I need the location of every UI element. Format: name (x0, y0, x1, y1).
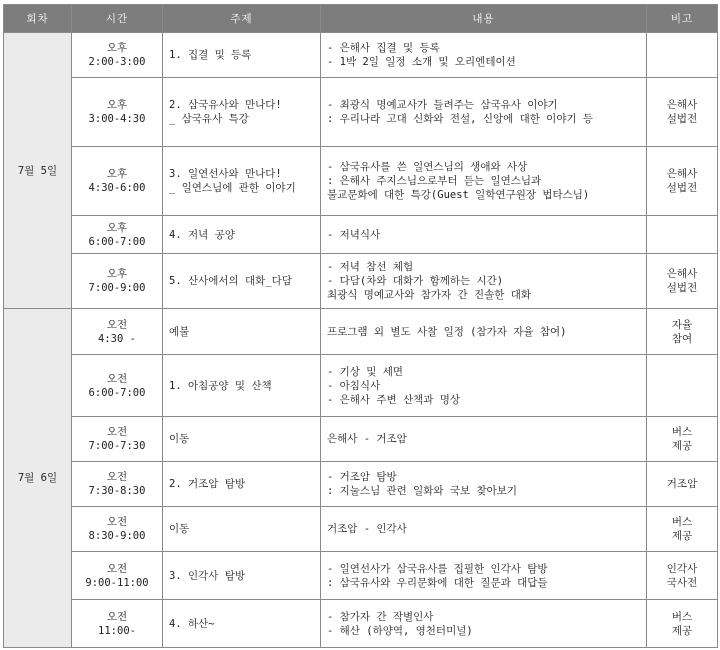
time-cell-line: 9:00-11:00 (85, 576, 149, 589)
time-cell-line: 4:30 - (98, 332, 136, 345)
note-cell (647, 552, 718, 600)
content-cell (321, 507, 647, 552)
topic-cell (163, 552, 321, 600)
note-cell (647, 600, 718, 648)
topic-cell (163, 507, 321, 552)
note-cell (647, 462, 718, 507)
schedule-row (4, 462, 718, 507)
time-cell-line: 4:30-6:00 (88, 182, 146, 194)
content-cell-line: : 우리나라 고대 신화와 전설, 신앙에 대한 이야기 등 (327, 113, 594, 125)
schedule-row (4, 355, 718, 417)
note-cell-line: 참여 (671, 332, 693, 345)
content-cell-line: - 1박 2일 일정 소개 및 오리엔테이션 (327, 56, 516, 68)
topic-cell (163, 355, 321, 417)
content-cell-line: - 삼국유사를 쓴 일연스님의 생애와 사상 (327, 161, 528, 173)
content-cell (321, 417, 647, 462)
note-cell-line: 은해사 (666, 99, 698, 111)
content-cell (321, 462, 647, 507)
time-cell (72, 147, 163, 216)
time-cell (72, 309, 163, 355)
table-header (4, 5, 718, 33)
note-cell (647, 417, 718, 462)
time-cell-line: 오후 (106, 168, 128, 180)
day-label: 7월 5일 (4, 33, 72, 309)
time-cell-line: 오후 (106, 99, 128, 111)
note-cell-line: 제공 (671, 624, 693, 637)
content-cell-line: - 은해사 주변 산책과 명상 (327, 393, 461, 406)
content-cell-line: - 일연선사가 삼국유사를 집필한 인각사 탐방 (327, 562, 548, 575)
content-cell-line: - 은해사 집결 및 등록 (327, 42, 440, 54)
time-cell-line: 7:00-9:00 (88, 282, 146, 294)
content-cell (321, 216, 647, 254)
time-cell (72, 78, 163, 147)
note-cell-line: 설법전 (666, 282, 698, 294)
header-row (4, 5, 718, 33)
content-cell (321, 600, 647, 648)
topic-cell (163, 309, 321, 355)
time-cell-line: 6:00-7:00 (88, 235, 146, 248)
topic-cell (163, 33, 321, 78)
time-cell-line: 오전 (106, 426, 128, 438)
schedule-row (4, 216, 718, 254)
topic-cell-line: 이동 (169, 523, 190, 535)
time-cell-line: 7:30-8:30 (88, 485, 146, 497)
content-cell-line: 프로그램 외 별도 사찰 일정 (참가자 자율 참여) (327, 325, 567, 338)
time-cell (72, 355, 163, 417)
note-cell (647, 507, 718, 552)
content-cell-line: : 삼국유사와 우리문화에 대한 질문과 대답들 (327, 576, 548, 589)
content-cell-line: 은해사 - 거조암 (327, 433, 407, 445)
time-cell-line: 오전 (106, 562, 128, 575)
note-cell-line: 국사전 (666, 576, 698, 589)
time-cell-line: 오후 (106, 221, 128, 234)
note-cell (647, 254, 718, 309)
topic-cell-line: 4. 저녁 공양 (169, 228, 235, 241)
note-cell-line: 제공 (671, 440, 693, 452)
content-cell (321, 552, 647, 600)
note-cell-line: 인각사 (666, 562, 698, 575)
table-body (4, 33, 718, 648)
content-cell-line: : 지눌스님 관련 일화와 국보 찾아보기 (327, 485, 518, 497)
header-time: 시간 (72, 5, 163, 33)
day-label: 7월 6일 (4, 309, 72, 648)
topic-cell (163, 254, 321, 309)
topic-cell-line: 5. 산사에서의 대화_다담 (169, 275, 292, 287)
time-cell-line: 7:00-7:30 (88, 440, 146, 452)
header-topic: 주제 (163, 5, 321, 33)
time-cell-line: 오전 (106, 372, 128, 385)
schedule-row (4, 552, 718, 600)
time-cell-line: 3:00-4:30 (88, 113, 146, 125)
schedule-row (4, 507, 718, 552)
topic-cell-line: _ 일연스님에 관한 이야기 (169, 182, 296, 194)
time-cell (72, 507, 163, 552)
content-cell (321, 309, 647, 355)
time-cell (72, 254, 163, 309)
time-cell-line: 6:00-7:00 (88, 386, 146, 399)
time-cell-line: 오전 (106, 471, 128, 483)
topic-cell-line: 예불 (169, 325, 190, 338)
schedule-row (4, 254, 718, 309)
time-cell-line: 오전 (106, 610, 128, 623)
topic-cell-line: 2. 거조암 탐방 (169, 478, 246, 490)
note-cell-line: 버스 (671, 516, 693, 528)
content-cell (321, 78, 647, 147)
schedule-row (4, 417, 718, 462)
topic-cell (163, 417, 321, 462)
schedule-row (4, 147, 718, 216)
schedule-row (4, 600, 718, 648)
topic-cell (163, 216, 321, 254)
schedule-row (4, 309, 718, 355)
note-cell (647, 147, 718, 216)
content-cell-line: - 저녁 참선 체험 (327, 261, 414, 273)
content-cell-line: - 거조암 탐방 (327, 471, 397, 483)
topic-cell (163, 600, 321, 648)
note-cell-line: 자율 (671, 318, 693, 331)
note-cell-line: 은해사 (666, 268, 698, 280)
topic-cell (163, 462, 321, 507)
content-cell-line: - 다담(차와 대화가 함께하는 시간) (327, 275, 504, 287)
content-cell-line: 최광식 명예교사와 참가자 간 진솔한 대화 (327, 289, 532, 301)
note-cell-line: 설법전 (666, 113, 698, 125)
schedule-table (3, 4, 718, 648)
topic-cell-line: _ 삼국유사 특강 (169, 113, 249, 125)
topic-cell-line: 1. 아침공양 및 산책 (169, 379, 272, 392)
time-cell-line: 8:30-9:00 (88, 530, 146, 542)
time-cell-line: 2:00-3:00 (88, 56, 146, 68)
header-note: 비고 (647, 5, 718, 33)
content-cell-line: 거조암 - 인각사 (327, 523, 407, 535)
topic-cell (163, 78, 321, 147)
note-cell-line: 버스 (671, 610, 693, 623)
content-cell-line: - 해산 (하양역, 영천터미널) (327, 624, 473, 637)
time-cell-line: 11:00- (98, 624, 136, 637)
content-cell-line: - 참가자 간 작별인사 (327, 610, 434, 623)
time-cell (72, 417, 163, 462)
topic-cell-line: 3. 일연선사와 만나다! (169, 168, 282, 180)
topic-cell (163, 147, 321, 216)
content-cell (321, 254, 647, 309)
time-cell (72, 600, 163, 648)
header-content: 내용 (321, 5, 647, 33)
content-cell-line: - 아침식사 (327, 379, 381, 392)
time-cell-line: 오후 (106, 42, 128, 54)
note-cell-line: 은해사 (666, 168, 698, 180)
schedule-row (4, 33, 718, 78)
content-cell-line: 불교문화에 대한 특강(Guest 일학연구원장 법타스님) (327, 189, 590, 201)
topic-cell-line: 1. 집결 및 등록 (169, 49, 252, 61)
time-cell (72, 462, 163, 507)
note-cell-line: 설법전 (666, 182, 698, 194)
time-cell (72, 216, 163, 254)
content-cell (321, 33, 647, 78)
header-round: 회차 (4, 5, 72, 33)
topic-cell-line: 4. 하산~ (169, 617, 215, 630)
topic-cell-line: 3. 인각사 탐방 (169, 569, 246, 582)
time-cell-line: 오전 (106, 318, 128, 331)
time-cell-line: 오후 (106, 268, 128, 280)
note-cell (647, 78, 718, 147)
topic-cell-line: 이동 (169, 433, 190, 445)
content-cell-line: : 은해사 주지스님으로부터 듣는 일연스님과 (327, 175, 542, 187)
content-cell-line: - 기상 및 세면 (327, 365, 404, 378)
content-cell (321, 355, 647, 417)
content-cell-line: - 최광식 명예교사가 들려주는 삼국유사 이야기 (327, 99, 558, 111)
note-cell (647, 355, 718, 417)
content-cell (321, 147, 647, 216)
note-cell (647, 216, 718, 254)
note-cell-line: 제공 (671, 530, 693, 542)
note-cell-line: 버스 (671, 426, 693, 438)
note-cell (647, 309, 718, 355)
time-cell (72, 552, 163, 600)
time-cell-line: 오전 (106, 516, 128, 528)
note-cell (647, 33, 718, 78)
time-cell (72, 33, 163, 78)
schedule-row (4, 78, 718, 147)
note-cell-line: 거조암 (666, 478, 698, 490)
content-cell-line: - 저녁식사 (327, 228, 381, 241)
topic-cell-line: 2. 삼국유사와 만나다! (169, 99, 282, 111)
